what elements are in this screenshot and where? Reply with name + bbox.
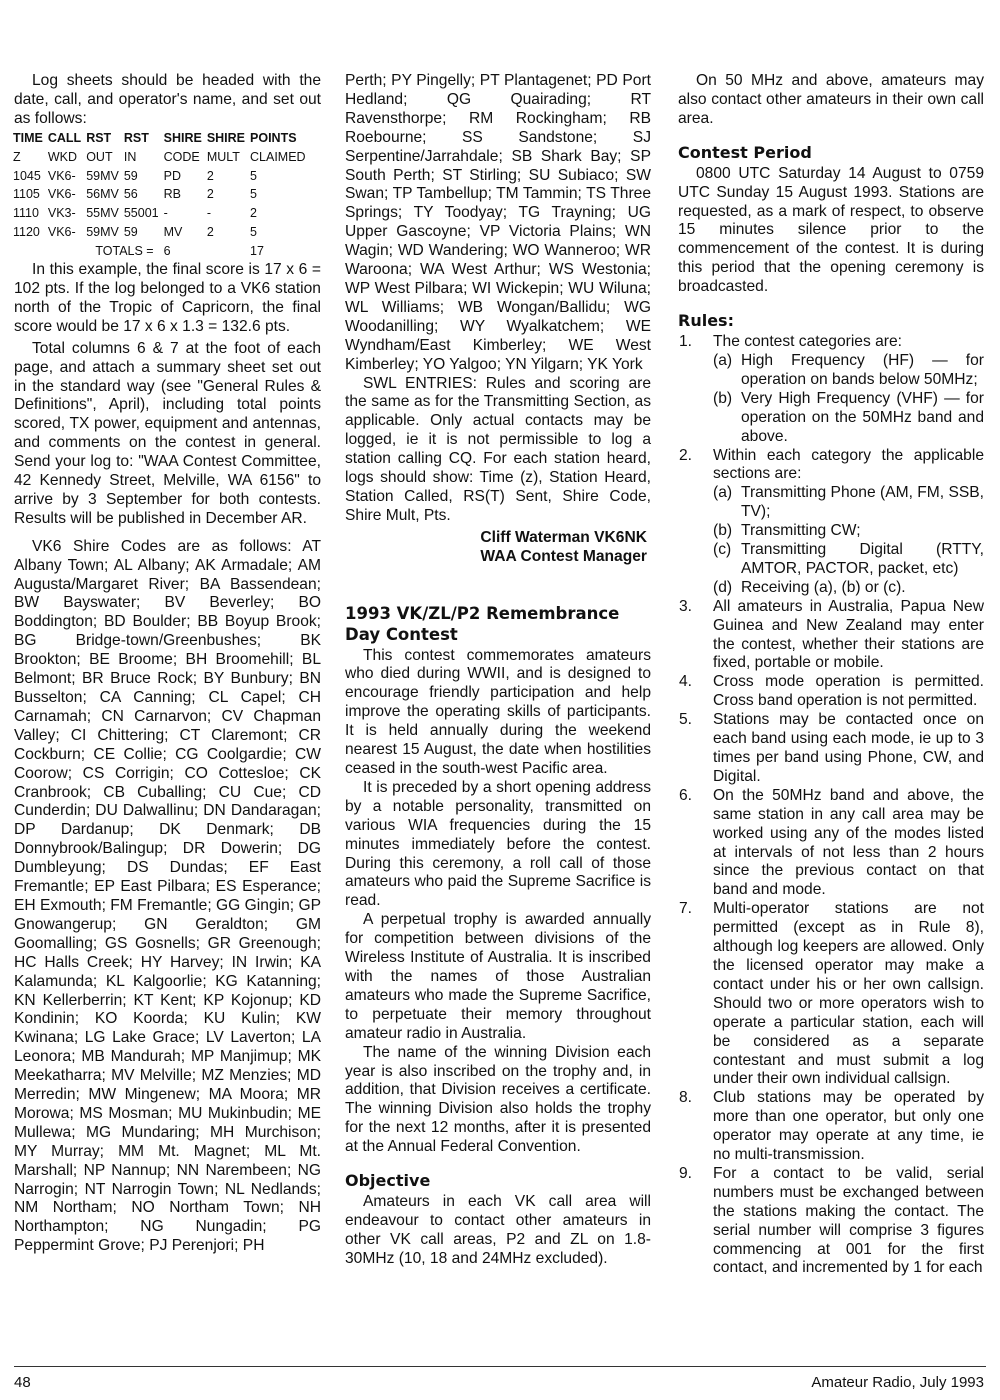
cell: - [163, 206, 168, 221]
header-cell: IN [123, 149, 137, 164]
sub-text: Receiving (a), (b) or (c). [741, 578, 906, 596]
header-cell: WKD [47, 149, 78, 164]
rule-text: Within each category the applicable sections are: [713, 446, 984, 483]
sub-text: Transmitting Digital (RTTY, AMTOR, PACTOR, packet, etc) [741, 541, 984, 577]
sub-item [713, 522, 984, 541]
footer-divider [14, 1366, 986, 1367]
header-cell: OUT [86, 149, 113, 164]
sub-letter: (a) [713, 351, 733, 369]
cell: 55MV [86, 206, 119, 221]
table-row [13, 223, 311, 242]
sub-text: Transmitting Phone (AM, FM, SSB, TV); [741, 484, 984, 521]
cell: 1045 [13, 168, 41, 183]
rules-list [678, 333, 984, 1278]
cell: 56 [123, 187, 138, 202]
rule-text: Multi-operator stations are not permitted (except as in Rule 8), although log keepers are allowed. Only the licensed operator may make a contact under his or her own callsign. Should two or more operators wish to operate a particular station, each will be considered as a separate contestant and must submit a log under their own individual callsign. [713, 900, 984, 1088]
header-cell: POINTS [250, 130, 297, 145]
cell: RB [163, 187, 181, 202]
header-cell: Z [13, 149, 21, 164]
rule-item [678, 900, 984, 1089]
totals-points: 17 [250, 244, 264, 259]
rule-item [678, 711, 984, 787]
signature-title: WAA Contest Manager [480, 547, 647, 565]
table-row [13, 204, 311, 223]
sub-text: Transmitting CW; [741, 522, 861, 540]
sub-item [713, 484, 984, 522]
fifty-mhz-paragraph: On 50 MHz and above, amateurs may also contact other amateurs in their own call area. [678, 72, 984, 127]
sub-item [713, 390, 984, 447]
totals-mult: 6 [163, 244, 171, 259]
rule-number: 2. [679, 446, 693, 464]
heading-contest-period: Contest Period [678, 142, 812, 162]
sub-text: High Frequency (HF) — for operation on bands below 50MHz; [741, 351, 984, 388]
cell: 59 [123, 168, 138, 183]
header-cell: RST [86, 130, 112, 145]
cell: 1120 [13, 225, 40, 240]
shire-codes: VK6 Shire Codes are as follows: AT Albany Town; AL Albany; AK Armadale; AM Augusta/Margaret River; BA Bassendean; BW Bayswater; BV Beverley; BO Boddington; BD Boulder; BB Boyup Brook; BG Bridge-town/Greenbushes; BK Brookton; BE Broome; BH Broomehill; BL Belmont; BR Bruce Rock; BY Bunbury; BN Busselton; CA Canning; CL Capel; CH Carnamah; CN Carnarvon; CV Chapman Valley; CI Chittering; CT Claremont; CR Cockburn; CE Collie; CG Coolgardie; CW Coorow; CS Corrigin; CO Cottesloe; CK Cranbrook; CB Cuballing; CU Cue; CD Cunderdin; DU Dalwallinu; DN Dandaragan; DP Dardanup; DK Denmark; DB Donnybrook/Balingup; DR Dowerin; DG Dumbleyung; DS Dundas; EF East Fremantle; EP East Pilbara; ES Esperance; EH Exmouth; FM Fremantle; GG Gingin; GP Gnowangerup; GN Geraldton; GM Goomalling; GS Gosnells; GR Greenough; HC Halls Creek; HY Harvey; IN Irwin; KA Kalamunda; KL Kalgoorlie; KG Katanning; KN Kellerberrin; KT Kent; KP Kojonup; KD Kondinin; KO Koorda; KU Kulin; KW Kwinana; LG Lake Grace; LV Laverton; LA Leonora; MB Mandurah; MP Manjimup; MK Meekatharra; MV Melville; MZ Menzies; MD Merredin; MW Mingenew; MA Moora; MR Morowa; MS Mosman; MU Mukinbudin; ME Mullewa; MG Mundaring; MH Murchison; MY Murray; MM Mt. Magnet; ML Mt. Marshall; NP Nannup; NN Narembeen; NG Narrogin; NT Narrogin Town; NL Nedlands; NM Northam; NO Northam Town; NH Northampton; NG Nungadin; PG Peppermint Grove; PJ Perenjori; PH [14, 537, 321, 1255]
sub-item [713, 352, 984, 390]
sub-list [713, 352, 984, 447]
cell: 2 [250, 206, 257, 221]
cell: 5 [250, 187, 257, 202]
rule-item [678, 787, 984, 900]
cell: 1105 [13, 187, 40, 202]
heading-objective: Objective [345, 1171, 431, 1191]
section-heading-remembrance-day: 1993 VK/ZL/P2 Remembrance Day Contest [345, 603, 620, 644]
header-cell: SHIRE [206, 130, 246, 145]
totals-label: TOTALS = [95, 244, 154, 259]
sub-letter: (a) [713, 484, 733, 502]
rule-text: All amateurs in Australia, Papua New Guinea and New Zealand may enter the contest, whether their stations are fixed, portable or mobile. [713, 597, 984, 672]
swl-entries: SWL ENTRIES: Rules and scoring are the same as for the Transmitting Section, as applicable. Only actual contacts may be logged, ie it is not permissible to log a station calling CQ. For each station heard, logs should show: Time (z), Station Heard, Station Called, RS(T) Sent, Shire Code, Shire Mult, Pts. [345, 374, 651, 524]
rule-item [678, 1089, 984, 1165]
cell: PD [163, 168, 181, 183]
contest-period-paragraph: 0800 UTC Saturday 14 August to 0759 UTC Sunday 15 August 1993. Stations are requested, as a mark of respect, to observe 15 minutes silence prior to the commencement of the contest. It is during this period that the opening ceremony is broadcasted. [678, 164, 984, 296]
rule-item [678, 447, 984, 598]
header-cell: CODE [163, 149, 200, 164]
header-cell: RST [123, 130, 149, 145]
cell: 59MV [86, 168, 119, 183]
header-cell: CLAIMED [250, 149, 306, 164]
rule-item [678, 673, 984, 711]
rule-item [678, 333, 984, 446]
header-cell: CALL [47, 130, 82, 145]
rd-paragraph-3: A perpetual trophy is awarded annually for competition between divisions of the Wireless Institute of Australia. It is inscribed with the names of those Australian amateurs who made the Supreme Sacrifice, to perpetuate their memory throughout amateur radio in Australia. [345, 911, 651, 1042]
rd-paragraph-2: It is preceded by a short opening address by a notable personality, transmitted on various WIA frequencies during the 15 minutes immediately before the contest. During this ceremony, a roll call of those amateurs who paid the Supreme Sacrifice is read. [345, 778, 651, 910]
table-row [13, 185, 311, 204]
heading-rules: Rules: [678, 311, 734, 331]
rule-text: Cross mode operation is permitted. Cross band operation is not permitted. [713, 673, 984, 710]
sub-text: Very High Frequency (VHF) — for operation on the 50MHz band and above. [741, 389, 984, 445]
totals-paragraph: Total columns 6 & 7 at the foot of each page, and attach a summary sheet set out in the standard way (see "General Rules & Definitions", April), including total points scored, TX power, equipment and antennas, and comments on the contest in general. Send your log to: "WAA Contest Committee, 42 Kennedy Street, Melville, WA 6156" to arrive by 3 September for both contests. Results will be published in December AR. [14, 339, 321, 527]
cell: VK6- [47, 225, 76, 240]
cell: - [206, 206, 211, 221]
sub-letter: (c) [713, 541, 732, 559]
sub-letter: (d) [713, 578, 733, 596]
log-header-row-2 [13, 148, 311, 167]
rule-text: On the 50MHz band and above, the same station in any call area may be worked using any of the modes listed at intervals of not less than 2 hours since the previous contact on that band and mode. [713, 786, 984, 899]
table-row [13, 167, 311, 186]
rule-number: 5. [679, 711, 693, 729]
cell: 59 [123, 225, 138, 240]
column-2 [345, 72, 651, 1269]
header-cell: SHIRE [163, 130, 202, 145]
cell: VK6- [47, 187, 76, 202]
rule-number: 3. [679, 597, 693, 615]
sub-letter: (b) [713, 522, 733, 540]
rule-text: Club stations may be operated by more than one operator, but only one operator may operate at any time, ie no multi-transmission. [713, 1089, 984, 1164]
rule-item [678, 1165, 984, 1278]
score-example: In this example, the final score is 17 x 6 = 102 pts. If the log belonged to a VK6 station north of the Tropic of Capricorn, the final score would be 17 x 6 x 1.3 = 132.6 pts. [14, 261, 321, 335]
rd-paragraph-4: The name of the winning Division each year is also inscribed on the trophy and, in addition, that Division receives a certificate. The winning Division also holds the trophy for the next 12 months, after it is presented at the Annual Federal Convention. [345, 1043, 651, 1156]
cell: 2 [206, 168, 214, 183]
rule-text: Stations may be contacted once on each band using each mode, ie up to 3 times per band using Phone, CW, and Digital. [713, 711, 984, 785]
journal-footer: Amateur Radio, July 1993 [811, 1374, 984, 1391]
cell: MV [163, 225, 183, 240]
rule-number: 4. [679, 673, 693, 691]
rd-paragraph-1: This contest commemorates amateurs who died during WWII, and is designed to encourage friendly participation and help improve the operating skills of participants. It is held annually during the weekend nearest 15 August, the date when hostilities ceased in the south-west Pacific area. [345, 646, 651, 777]
totals-row [13, 242, 311, 261]
sub-item [713, 541, 984, 579]
cell: 55001 [123, 206, 159, 221]
log-header-row-1 [13, 129, 311, 148]
log-example-table [13, 129, 311, 261]
sub-list [713, 484, 984, 597]
objective-paragraph: Amateurs in each VK call area will endeavour to contact other amateurs in other VK call areas, P2 and ZL on 1.8-30MHz (10, 18 and 24MHz excluded). [345, 1193, 651, 1267]
column-1 [14, 72, 321, 1256]
header-cell: TIME [13, 130, 43, 145]
cell: 2 [206, 225, 214, 240]
cell: 2 [206, 187, 214, 202]
page-number: 48 [14, 1374, 31, 1391]
rule-number: 6. [679, 786, 693, 804]
sub-letter: (b) [713, 389, 733, 407]
sub-item [713, 579, 984, 598]
rule-text: For a contact to be valid, serial numbers must be exchanged between the stations making the contact. The serial number will comprise 3 figures commencing at 001 for the first contact, and incremented by 1 for each [713, 1164, 984, 1277]
rule-number: 9. [679, 1164, 693, 1182]
cell: 1110 [13, 206, 39, 221]
cell: 5 [250, 168, 257, 183]
rule-number: 8. [679, 1089, 693, 1107]
column-3 [678, 72, 984, 1278]
log-intro: Log sheets should be headed with the date, call, and operator's name, and set out as follows: [14, 72, 321, 127]
cell: 59MV [86, 225, 119, 240]
header-cell: MULT [206, 149, 240, 164]
cell: VK3- [47, 206, 76, 221]
cell: VK6- [47, 168, 76, 183]
cell: 5 [250, 225, 257, 240]
shire-codes-continued: Perth; PY Pingelly; PT Plantagenet; PD Port Hedland; QG Quairading; RT Ravensthorpe; RM Rockingham; RB Roebourne; SS Sandstone; SJ Serpentine/Jarrahdale; SB Shark Bay; SP South Perth; ST Stirling; SU Subiaco; SW Swan; TP Tambellup; TM Tammin; TS Three Springs; TY Toodyay; TG Trayning; UG Upper Gascoyne; VP Victoria Plains; WN Wagin; WD Wandering; WO Wanneroo; WR Waroona; WA West Arthur; WS Westonia; WP West Pilbara; WI Wickepin; WU Wiluna; WL Williams; WB Wongan/Ballidu; WG Woodanilling; WY Wyalkatchem; WE Wyndham/East Kimberley; WE West Kimberley; YO Yalgoo; YN Yilgarn; YK York [345, 72, 651, 373]
rule-number: 1. [679, 333, 693, 351]
rule-number: 7. [679, 900, 693, 918]
signature-name: Cliff Waterman VK6NK [480, 528, 647, 546]
rule-text: The contest categories are: [713, 333, 902, 351]
rule-item [678, 598, 984, 674]
cell: 56MV [86, 187, 119, 202]
